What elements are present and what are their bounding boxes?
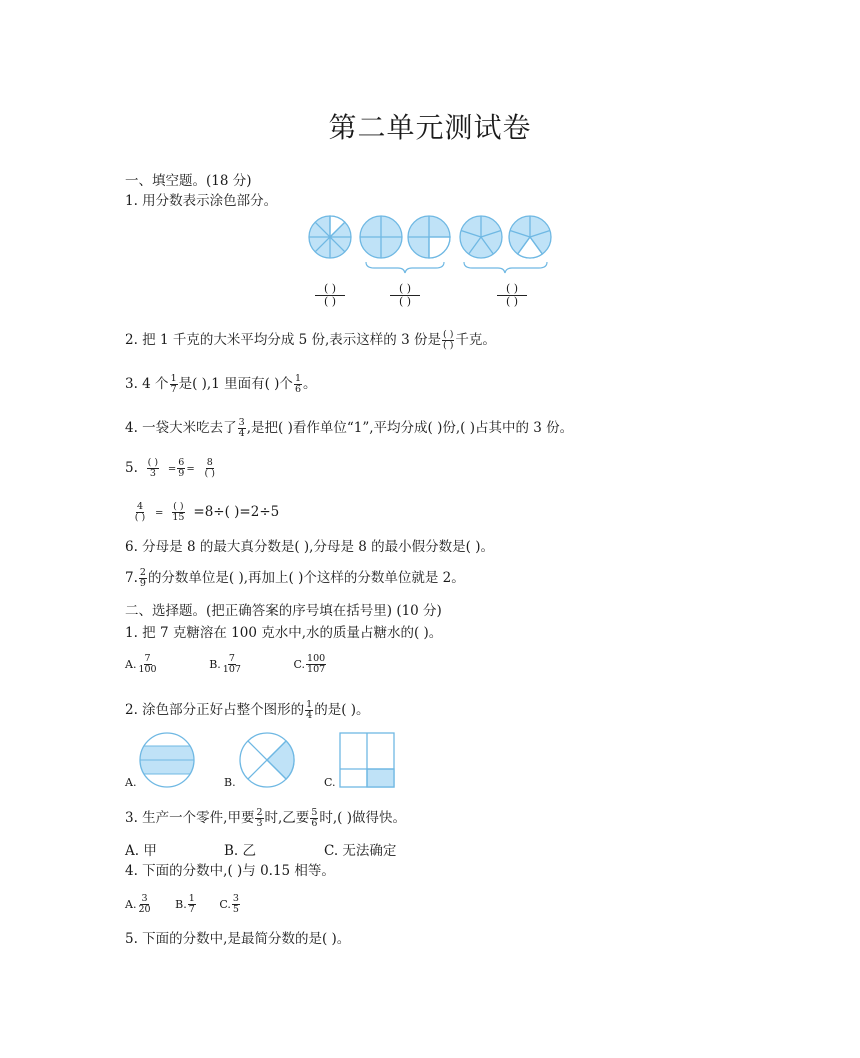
section-heading-choice: 二、选择题。(把正确答案的序号填在括号里) (10 分) — [125, 603, 442, 619]
question-1-6: 6. 分母是 8 的最大真分数是( ),分母是 8 的最小假分数是( )。 — [125, 539, 494, 555]
question-2-3: 3. 生产一个零件,甲要 $\frac{2}{3}$ 时,乙要 $\frac{5}{6}$ 时,( )做得快。 — [125, 807, 406, 829]
fraction-one-seventh: $\frac{1}{7}$ — [170, 373, 177, 395]
question-2-5: 5. 下面的分数中,是最简分数的是( )。 — [125, 931, 351, 947]
page-title: 第二单元测试卷 — [328, 111, 532, 144]
fraction-two-ninths: $\frac{2}{9}$ — [139, 567, 146, 589]
option-c[interactable]: C. $\frac{3}{5}$ — [219, 893, 239, 915]
question-1-4: 4. 一袋大米吃去了 $\frac{3}{4}$ ,是把( )看作单位“1”,平均分成( )份,( )占其中的 3 份。 — [125, 417, 574, 439]
question-1-5-line2: $\frac{4}{( )}$ = $\frac{( )}{15}$ =8÷( )=2÷5 — [134, 501, 280, 523]
question-2-4: 4. 下面的分数中,( )与 0.15 相等。 — [125, 863, 335, 879]
fraction-two-thirds: $\frac{2}{3}$ — [256, 807, 263, 829]
option-a[interactable]: A. — [125, 776, 137, 789]
section-heading-fill: 一、填空题。(18 分) — [125, 173, 252, 189]
circle-x-shape — [240, 733, 294, 787]
question-2-2: 2. 涂色部分正好占整个图形的 $\frac{1}{4}$ 的是( )。 — [125, 699, 370, 721]
option-a[interactable]: A. $\frac{7}{100}$ — [125, 653, 157, 675]
question-1-3: 3. 4 个 $\frac{1}{7}$ 是( ),1 里面有( )个 $\frac{1}{6}$ 。 — [125, 373, 317, 395]
option-c[interactable]: C. $\frac{100}{107}$ — [293, 653, 326, 675]
option-c[interactable]: C. — [324, 776, 336, 789]
option-c[interactable]: C. 无法确定 — [324, 843, 397, 859]
option-a[interactable]: A. 甲 — [125, 843, 157, 859]
fraction-three-quarters: $\frac{3}{4}$ — [238, 417, 245, 439]
fraction-one-sixth: $\frac{1}{6}$ — [294, 373, 301, 395]
question-1-7: 7. $\frac{2}{9}$ 的分数单位是( ),再加上( )个这样的分数单位就是 2。 — [125, 567, 465, 589]
question-2-1: 1. 把 7 克糖溶在 100 克水中,水的质量占糖水的( )。 — [125, 625, 443, 641]
blank-fraction: $\frac{( )}{( )}$ — [442, 329, 454, 351]
option-b[interactable]: B. — [224, 776, 236, 789]
question-1-2: 2. 把 1 千克的大米平均分成 5 份,表示这样的 3 份是 $\frac{( )}{( )}$ 千克。 — [125, 329, 496, 351]
fraction-five-sixths: $\frac{5}{6}$ — [311, 807, 318, 829]
fraction-one-quarter: $\frac{1}{4}$ — [306, 699, 313, 721]
option-b[interactable]: B. 乙 — [224, 843, 257, 859]
option-b[interactable]: B. $\frac{7}{107}$ — [209, 653, 241, 675]
square-quarter-shape — [340, 733, 394, 787]
option-a[interactable]: A. $\frac{3}{20}$ — [125, 893, 151, 915]
answer-blank-fraction[interactable]: ( ) ( ) — [497, 283, 527, 308]
answer-blank-fraction[interactable]: ( ) ( ) — [315, 283, 345, 308]
question-1-5-line1: 5. $\frac{( )}{3}$ = $\frac{6}{9}$ = $\frac{8}{( )}$ — [125, 457, 215, 479]
option-b[interactable]: B. $\frac{1}{7}$ — [175, 893, 195, 915]
question-2-4-options — [125, 894, 241, 915]
question-1-1: 1. 用分数表示涂色部分。 — [125, 193, 278, 209]
answer-blank-fraction[interactable]: ( ) ( ) — [390, 283, 420, 308]
circle-band-shape — [138, 733, 198, 787]
